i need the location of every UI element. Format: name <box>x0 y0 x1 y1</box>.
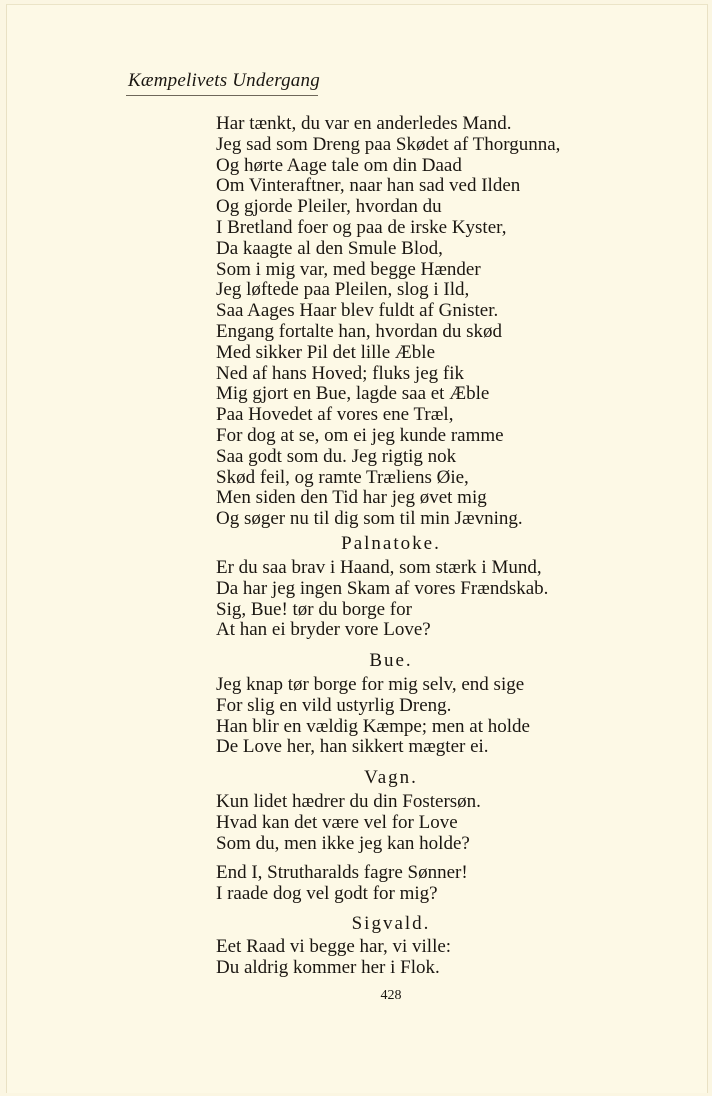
page-number: 428 <box>380 988 402 1003</box>
verse-line: Saa Aages Haar blev fuldt af Gnister. <box>216 300 499 322</box>
verse-line: Ned af hans Hoved; fluks jeg fik <box>216 362 464 384</box>
verse-block <box>216 675 530 758</box>
verse-line: Og gjorde Pleiler, hvordan du <box>216 196 442 218</box>
verse-line: Og søger nu til dig som til min Jævning. <box>216 508 523 530</box>
verse-line: Har tænkt, du var en anderledes Mand. <box>216 113 512 134</box>
verse-line: Og hørte Aage tale om din Daad <box>216 154 462 176</box>
verse-block <box>216 558 548 641</box>
verse-line: Saa godt som du. Jeg rigtig nok <box>216 445 457 467</box>
verse-line: Paa Hovedet af vores ene Træl, <box>216 404 454 426</box>
verse-line: Kun lidet hædrer du din Fostersøn. <box>216 791 481 812</box>
verse-line: Som du, men ikke jeg kan holde? <box>216 832 470 854</box>
verse-line: Jeg løftede paa Pleilen, slog i Ild, <box>216 279 470 301</box>
verse-line: I raade dog vel godt for mig? <box>216 882 438 904</box>
verse-line: Hvad kan det være vel for Love <box>216 811 458 833</box>
verse-line: Da kaagte al den Smule Blod, <box>216 237 443 259</box>
running-head-rule <box>126 95 318 96</box>
running-head: Kæmpelivets Undergang <box>128 70 320 91</box>
verse-line: For dog at se, om ei jeg kunde ramme <box>216 424 504 446</box>
verse-line: Sig, Bue! tør du borge for <box>216 598 412 620</box>
verse-line: I Bretland foer og paa de irske Kyster, <box>216 216 507 238</box>
verse-line: End I, Strutharalds fagre Sønner! <box>216 862 468 883</box>
verse-line: Jeg sad som Dreng paa Skødet af Thorgunna, <box>216 133 561 155</box>
verse-line: Eet Raad vi begge har, vi ville: <box>216 936 452 957</box>
verse-line: Er du saa brav i Haand, som stærk i Mund, <box>216 557 542 578</box>
verse-block <box>216 937 451 979</box>
verse-line: Mig gjort en Bue, lagde saa et Æble <box>216 383 490 405</box>
verse-block <box>216 863 468 905</box>
speaker-name: Sigvald. <box>351 913 431 934</box>
verse-line: De Love her, han sikkert mægter ei. <box>216 736 489 758</box>
verse-line: Engang fortalte han, hvordan du skød <box>216 320 502 342</box>
speaker-name: Bue. <box>369 650 413 671</box>
verse-line: Du aldrig kommer her i Flok. <box>216 956 440 978</box>
verse-line: Med sikker Pil det lille Æble <box>216 341 436 363</box>
verse-line: Men siden den Tid har jeg øvet mig <box>216 487 487 509</box>
verse-line: Da har jeg ingen Skam af vores Frændskab. <box>216 577 549 599</box>
verse-line: Han blir en vældig Kæmpe; men at holde <box>216 715 530 737</box>
verse-line: Skød feil, og ramte Træliens Øie, <box>216 466 469 488</box>
verse-line: For slig en vild ustyrlig Dreng. <box>216 694 452 716</box>
verse-block <box>216 792 481 854</box>
verse-line: Om Vinteraftner, naar han sad ved Ilden <box>216 175 521 197</box>
verse-block <box>216 114 560 530</box>
speaker-name: Palnatoke. <box>341 533 441 554</box>
verse-line: Jeg knap tør borge for mig selv, end sige <box>216 674 525 695</box>
verse-line: At han ei bryder vore Love? <box>216 619 431 641</box>
verse-line: Som i mig var, med begge Hænder <box>216 258 481 280</box>
speaker-name: Vagn. <box>364 767 418 788</box>
